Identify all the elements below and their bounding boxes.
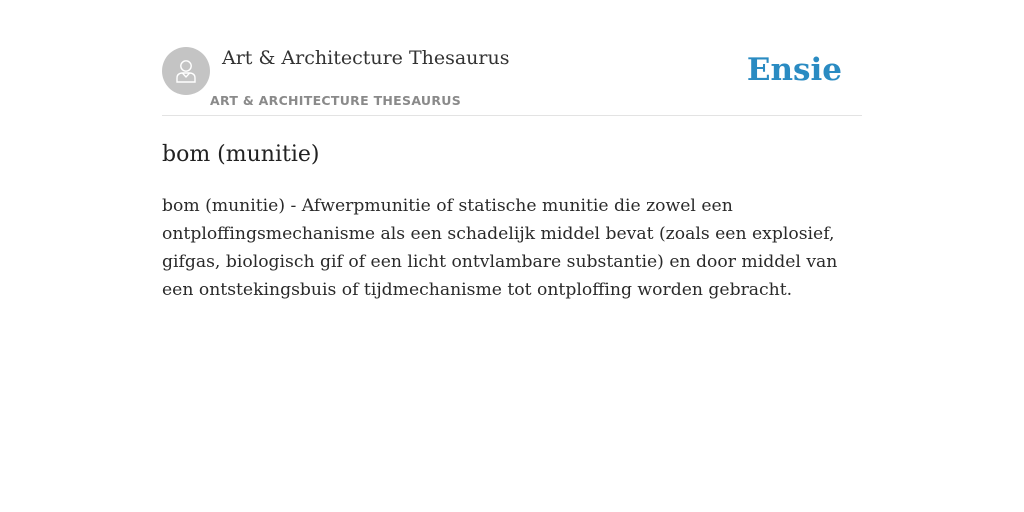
entry-title: bom (munitie): [162, 142, 320, 167]
source-avatar[interactable]: [162, 47, 210, 95]
entry-body: bom (munitie) - Afwerpmunitie of statische munitie die zowel een ontploffingsmechanisme als een schadelijk middel bevat (zoals een explosief, gifgas, biologisch gif of een licht ontvlambare substantie) en door middel van een ontstekingsbuis of tijdmechanisme tot ontploffing worden gebracht.: [162, 196, 838, 300]
brand-logo[interactable]: Ensie: [746, 52, 842, 88]
header: [162, 0, 862, 116]
content-container: [162, 0, 862, 300]
source-title[interactable]: Art & Architecture Thesaurus: [222, 47, 510, 69]
source-subtitle[interactable]: ART & ARCHITECTURE THESAURUS: [210, 93, 462, 108]
user-icon: [171, 56, 201, 86]
